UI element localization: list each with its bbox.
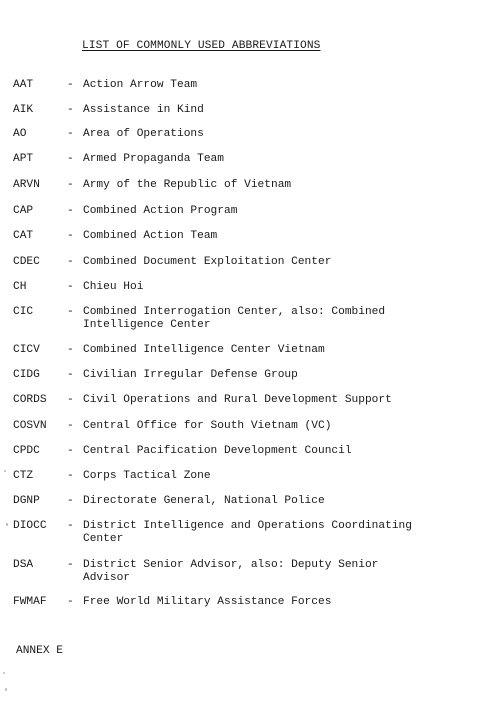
definition: District Senior Advisor, also: Deputy Senior Advisor <box>83 559 379 584</box>
definition: Free World Military Assistance Forces <box>83 596 332 608</box>
definition: Assistance in Kind <box>83 104 204 116</box>
separator-dash: - <box>67 559 74 571</box>
definition: Central Office for South Vietnam (VC) <box>83 420 332 432</box>
abbreviation: CIDG <box>13 369 40 381</box>
abbreviation: DIOCC <box>13 520 47 532</box>
scan-speck <box>6 523 8 526</box>
separator-dash: - <box>67 369 74 381</box>
separator-dash: - <box>67 445 74 457</box>
abbreviation: CORDS <box>13 394 47 406</box>
separator-dash: - <box>67 344 74 356</box>
abbreviation: AIK <box>13 104 34 116</box>
scan-speck <box>5 688 7 691</box>
abbreviation: AO <box>13 128 27 140</box>
page-title: LIST OF COMMONLY USED ABBREVIATIONS <box>82 40 321 52</box>
scan-speck <box>4 470 6 472</box>
abbreviation: CDEC <box>13 256 40 268</box>
abbreviation: CPDC <box>13 445 40 457</box>
separator-dash: - <box>67 179 74 191</box>
separator-dash: - <box>67 256 74 268</box>
abbreviation: CAP <box>13 205 34 217</box>
definition: Directorate General, National Police <box>83 495 325 507</box>
definition: District Intelligence and Operations Coordinating Center <box>83 520 412 545</box>
separator-dash: - <box>67 394 74 406</box>
definition: Civil Operations and Rural Development Support <box>83 394 392 406</box>
abbreviation: COSVN <box>13 420 47 432</box>
abbreviation: CH <box>13 281 27 293</box>
separator-dash: - <box>67 79 74 91</box>
abbreviation: CIC <box>13 306 34 318</box>
definition: Civilian Irregular Defense Group <box>83 369 298 381</box>
abbreviation: APT <box>13 153 34 165</box>
abbreviation: DSA <box>13 559 34 571</box>
abbreviation: CICV <box>13 344 40 356</box>
separator-dash: - <box>67 104 74 116</box>
definition: Army of the Republic of Vietnam <box>83 179 292 191</box>
separator-dash: - <box>67 230 74 242</box>
annex-label: ANNEX E <box>16 645 63 657</box>
abbreviation: CTZ <box>13 470 34 482</box>
separator-dash: - <box>67 596 74 608</box>
abbreviation: DGNP <box>13 495 40 507</box>
abbreviation: AAT <box>13 79 34 91</box>
abbreviation: ARVN <box>13 179 40 191</box>
separator-dash: - <box>67 128 74 140</box>
separator-dash: - <box>67 420 74 432</box>
definition: Corps Tactical Zone <box>83 470 211 482</box>
definition: Armed Propaganda Team <box>83 153 224 165</box>
definition: Chieu Hoi <box>83 281 144 293</box>
definition: Combined Action Team <box>83 230 218 242</box>
separator-dash: - <box>67 470 74 482</box>
definition: Combined Interrogation Center, also: Combined Intelligence Center <box>83 306 386 331</box>
definition: Combined Document Exploitation Center <box>83 256 332 268</box>
definition: Area of Operations <box>83 128 204 140</box>
separator-dash: - <box>67 520 74 532</box>
definition: Combined Action Program <box>83 205 238 217</box>
separator-dash: - <box>67 495 74 507</box>
separator-dash: - <box>67 153 74 165</box>
separator-dash: - <box>67 306 74 318</box>
definition: Central Pacification Development Council <box>83 445 352 457</box>
abbreviation: CAT <box>13 230 34 242</box>
definition: Action Arrow Team <box>83 79 198 91</box>
abbreviation: FWMAF <box>13 596 47 608</box>
separator-dash: - <box>67 281 74 293</box>
scan-speck <box>3 672 5 674</box>
separator-dash: - <box>67 205 74 217</box>
definition: Combined Intelligence Center Vietnam <box>83 344 325 356</box>
